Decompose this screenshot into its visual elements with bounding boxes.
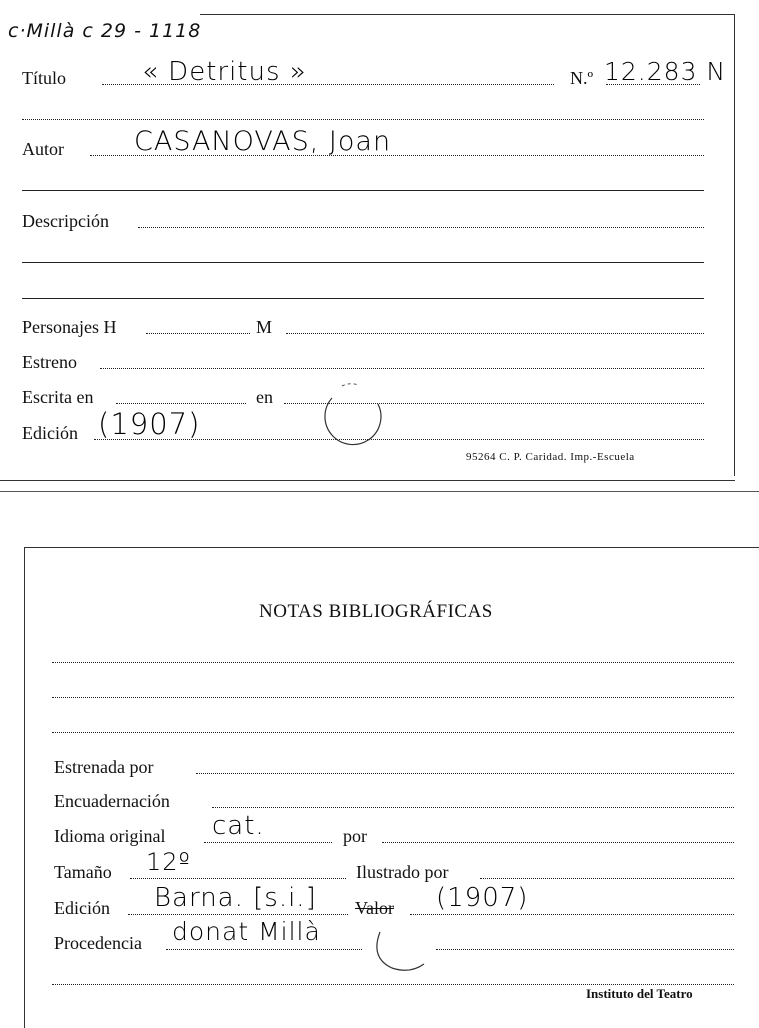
stamp-mark: [312, 378, 392, 448]
valor-value: (1907): [436, 883, 529, 913]
edicion-value: (1907): [98, 407, 201, 441]
ilustrado-line: [480, 878, 734, 879]
tamano-line: [130, 878, 346, 879]
escrita-line: [116, 403, 246, 404]
procedencia-line: [166, 949, 362, 950]
titulo-value: « Detritus »: [142, 57, 307, 87]
encuadernacion-label: Encuadernación: [54, 791, 170, 811]
card2-top-edge: [24, 547, 759, 548]
notas-line-3: [52, 732, 734, 733]
stamp-mark-2: [366, 928, 426, 978]
notas-header: NOTAS BIBLIOGRÁFICAS: [259, 601, 493, 622]
notas-line-1: [52, 662, 734, 663]
notas-line-2: [52, 697, 734, 698]
idioma-por-label: por: [343, 826, 367, 846]
descripcion-line-2: [22, 262, 704, 263]
catalog-card-bottom: [0, 500, 759, 1028]
estrenada-label: Estrenada por: [54, 757, 154, 777]
numero-label: N.º: [570, 68, 594, 88]
edicion2-label: Edición: [54, 898, 110, 918]
descripcion-label: Descripción: [22, 211, 109, 231]
printer-imprint: 95264 C. P. Caridad. Imp.-Escuela: [466, 451, 635, 463]
titulo-line-2: [22, 119, 704, 120]
descripcion-line-3: [22, 298, 704, 299]
catalog-card-top: [0, 0, 759, 492]
card2-left-edge: [24, 547, 25, 1028]
idioma-label: Idioma original: [54, 826, 166, 846]
autor-line-2: [22, 190, 704, 191]
idioma-por-line: [382, 842, 734, 843]
edicion2-value: Barna. [s.i.]: [154, 883, 317, 913]
autor-label: Autor: [22, 139, 64, 159]
procedencia-line-2: [436, 949, 734, 950]
idioma-value: cat.: [212, 811, 265, 841]
tamano-label: Tamaño: [54, 862, 112, 882]
scan-divider: [0, 491, 759, 492]
archive-annotation: c·Millà c 29 - 1118: [8, 20, 202, 42]
personajes-h-line: [146, 333, 250, 334]
valor-line: [410, 914, 734, 915]
procedencia-label: Procedencia: [54, 933, 142, 953]
card-bottom-edge: [0, 480, 735, 481]
descripcion-line: [138, 227, 704, 228]
idioma-line: [204, 842, 332, 843]
numero-value: 12.283 N: [604, 57, 727, 86]
estreno-line: [100, 368, 704, 369]
titulo-label: Título: [22, 68, 66, 88]
card-top-edge: [200, 14, 734, 15]
estreno-label: Estreno: [22, 352, 77, 372]
ilustrado-label: Ilustrado por: [356, 862, 449, 882]
personajes-m-line: [286, 333, 704, 334]
autor-value: CASANOVAS, Joan: [134, 126, 392, 157]
personajes-label: Personajes H: [22, 317, 117, 337]
valor-label: Valor: [355, 898, 394, 918]
estrenada-line: [196, 773, 734, 774]
escrita-label: Escrita en: [22, 387, 94, 407]
encuadernacion-line: [212, 807, 734, 808]
personajes-m-label: M: [256, 317, 273, 337]
tamano-value: 12º: [146, 848, 191, 876]
escrita-en-label: en: [256, 387, 273, 407]
notas-line-final: [52, 984, 734, 985]
edicion-label: Edición: [22, 423, 78, 443]
card-right-edge: [734, 14, 735, 476]
procedencia-value: donat Millà: [172, 917, 321, 946]
institution-footer: Instituto del Teatro: [586, 986, 693, 1001]
edicion2-line: [128, 914, 348, 915]
